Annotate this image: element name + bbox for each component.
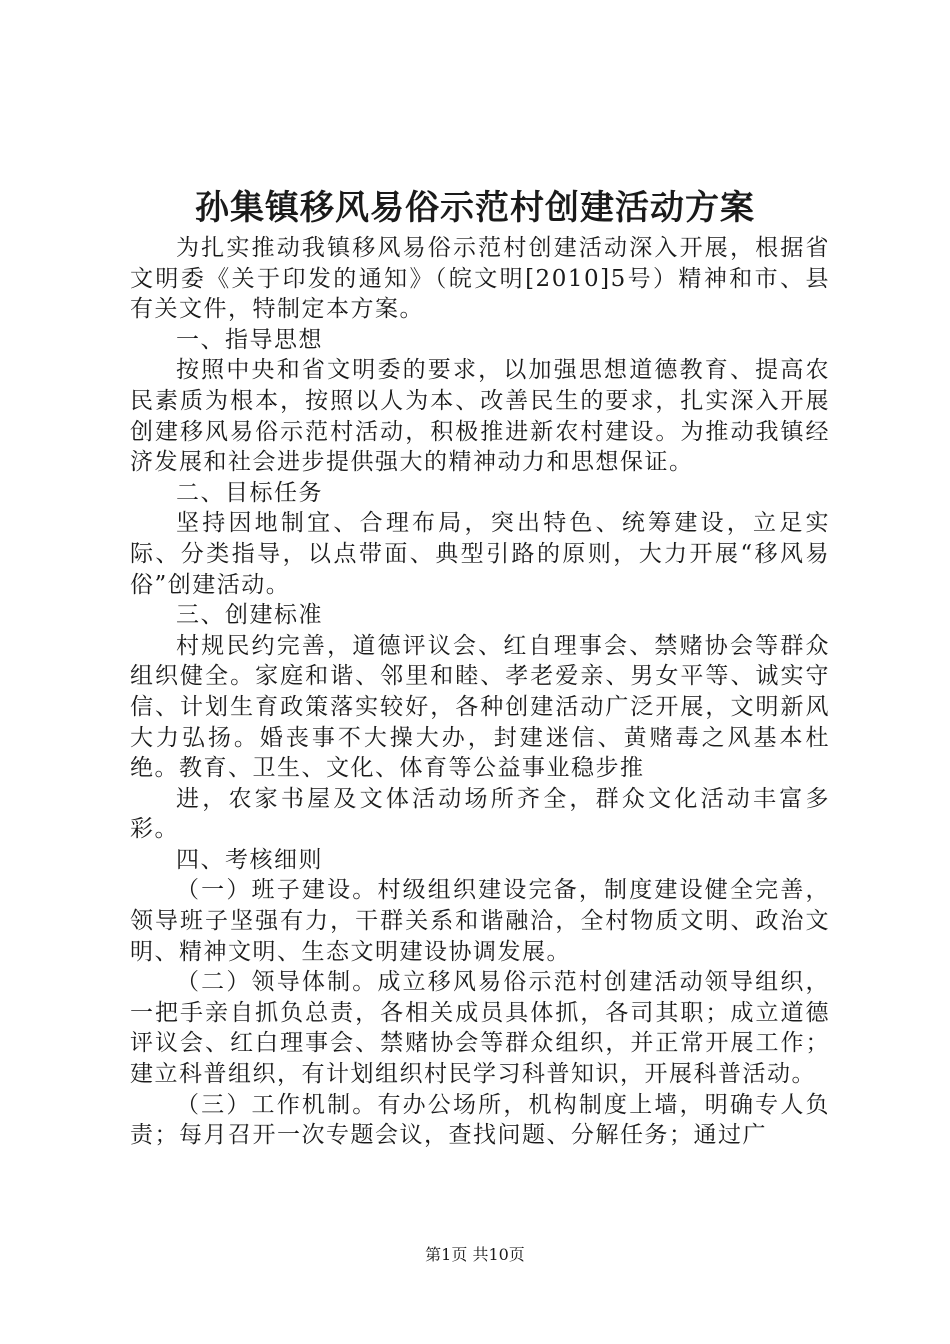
section-paragraph-guiding-thought: 按照中央和省文明委的要求，以加强思想道德教育、提高农民素质为根本，按照以人为本、改善民生的要求，扎实深入开展创建移风易俗示范村活动，积极推进新农村建设。为推动我镇经济发展和社会进步提供强大的精神动力和思想保证。 [130, 357, 830, 476]
section-paragraph-goals: 坚持因地制宜、合理布局，突出特色、统筹建设，立足实际、分类指导，以点带面、典型引路的原则，大力开展“移风易俗”创建活动。 [130, 510, 830, 598]
section-paragraph-standards: 村规民约完善，道德评议会、红自理事会、禁赌协会等群众组织健全。家庭和谐、邻里和睦、孝老爱亲、男女平等、诚实守信、计划生育政策落实较好，各种创建活动广泛开展，文明新风大力弘扬。婚丧事不大操大办，封建迷信、黄赌毒之风基本杜绝。教育、卫生、文化、体育等公益事业稳步推 [130, 632, 830, 782]
assessment-item-3: （三）工作机制。有办公场所，机构制度上墙，明确专人负责；每月召开一次专题会议，查找问题、分解任务；通过广 [130, 1091, 830, 1149]
section-heading-assessment: 四、考核细则 [176, 846, 323, 873]
section-heading-guiding-thought: 一、指导思想 [176, 326, 323, 353]
assessment-item-1: （一）班子建设。村级组织建设完备，制度建设健全完善，领导班子坚强有力，干群关系和谐融洽，全村物质文明、政治文明、精神文明、生态文明建设协调发展。 [130, 877, 830, 965]
section-heading-standards: 三、创建标准 [176, 602, 323, 629]
assessment-item-2: （二）领导体制。成立移风易俗示范村创建活动领导组织，一把手亲自抓负总责，各相关成员具体抓，各司其职；成立道德评议会、红白理事会、禁赌协会等群众组织，并正常开展工作；建立科普组织，有计划组织村民学习科普知识，开展科普活动。 [130, 969, 830, 1088]
intro-paragraph: 为扎实推动我镇移风易俗示范村创建活动深入开展，根据省文明委《关于印发的通知》（皖文明[2010]5号）精神和市、县有关文件，特制定本方案。 [130, 235, 830, 323]
section-heading-goals: 二、目标任务 [176, 479, 323, 506]
section-paragraph-standards-continued: 进，农家书屋及文体活动场所齐全，群众文化活动丰富多彩。 [130, 785, 830, 843]
page-footer: 第1页 共10页 [425, 1245, 525, 1264]
document-body [130, 233, 830, 1151]
document-title: 孙集镇移风易俗示范村创建活动方案 [195, 188, 755, 228]
